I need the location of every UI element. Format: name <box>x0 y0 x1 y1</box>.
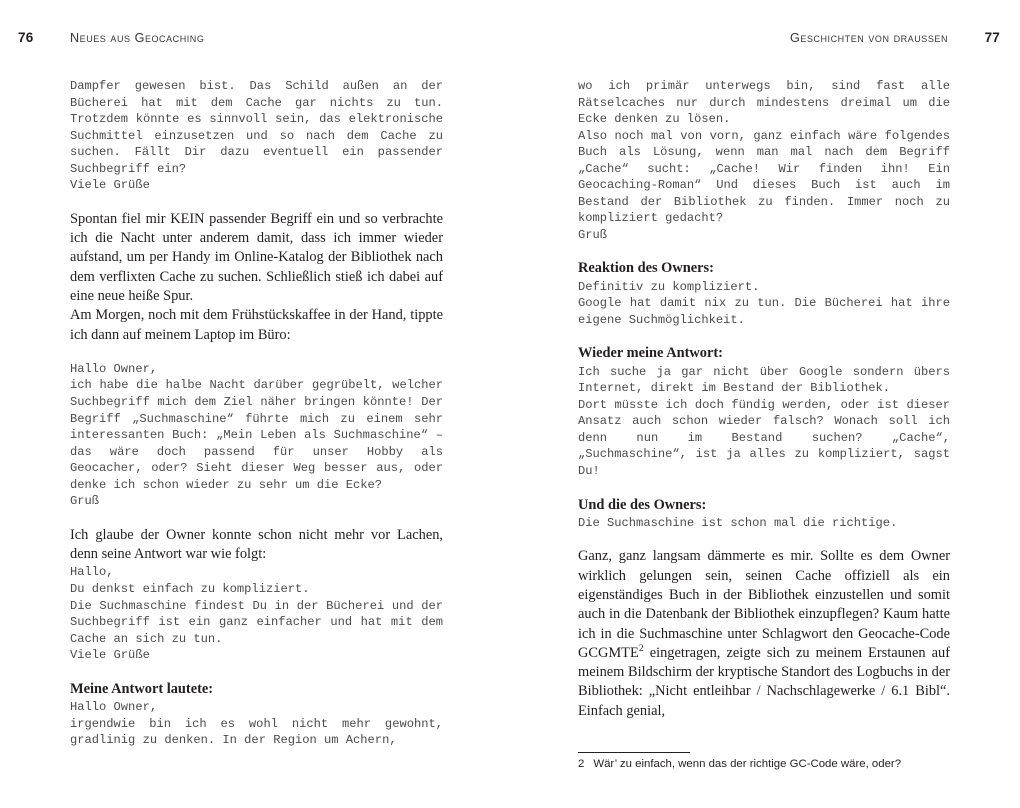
paragraph-gap <box>578 480 950 496</box>
letter-greeting: Hallo Owner, <box>70 361 158 376</box>
running-title-left: Neues aus Geocaching <box>70 31 205 45</box>
letter-signoff: Gruß <box>70 494 100 509</box>
running-title-right: Geschichten von draussen <box>789 31 948 45</box>
paragraph-gap <box>70 345 443 361</box>
running-head <box>0 30 1020 52</box>
letter-paragraph: Ich suche ja gar nicht über Google sondern übers Internet, direkt im Bestand der Bibliothek. <box>578 364 958 396</box>
narrative-text-after-footnote: eingetragen, zeigte sich zu meinem Erstaunen auf meinem Bildschirm der kryptische Standort des Logbuchs in der Bibliothek: „Nicht entleihbar / Nachschlagewerke / 6.1 Bibl“. Einfach genial, <box>578 644 950 719</box>
footnote-area <box>578 752 950 771</box>
letter-line: Du denkst einfach zu kompliziert. <box>70 581 310 596</box>
footnote-body: Wär’ zu einfach, wenn das der richtige GC-Code wäre, oder? <box>593 758 902 770</box>
paragraph-gap <box>70 510 443 526</box>
section-lead-in: Und die des Owners: <box>578 496 707 513</box>
letter-paragraph: Dort müsste ich doch fündig werden, oder ist dieser Ansatz auch schon wieder falsch? Wonach soll ich denn nun im Bestand suchen? „Cache“, „Suchmaschine“, ist ja alles zu kompliziert, sagst Du! <box>578 397 958 478</box>
section-lead-in: Wieder meine Antwort: <box>578 345 723 362</box>
paragraph-gap <box>578 531 950 547</box>
letter-greeting: Hallo, <box>70 565 114 580</box>
paragraph-gap <box>578 243 950 259</box>
page-number-right: 77 <box>984 30 1000 45</box>
letter-paragraph: wo ich primär unterwegs bin, sind fast alle Rätselcaches nur durch mindestens dreimal um die Ecke denken zu lösen. <box>578 79 958 127</box>
footnote-separator-rule <box>578 752 690 753</box>
footnote-entry <box>578 757 950 771</box>
footnote-reference-marker[interactable]: 2 <box>638 643 644 655</box>
narrative-paragraph: Spontan fiel mir KEIN passender Begriff ein und so verbrachte ich die Nacht unter anderem damit, dass ich immer wieder aufstand, um per Handy im Online-Katalog der Bibliothek nach dem verflixten Cache zu suchen. Schließlich stieß ich dabei auf eine neue heiße Spur. <box>70 210 443 305</box>
letter-signoff: Viele Grüße <box>70 178 150 193</box>
letter-line: Die Suchmaschine ist schon mal die richtige. <box>578 515 898 530</box>
paragraph-gap <box>578 328 950 344</box>
section-lead-in: Meine Antwort lautete: <box>70 680 214 697</box>
letter-paragraph: Dampfer gewesen bist. Das Schild außen an der Bücherei hat mit dem Cache gar nichts zu tun. Trotzdem könnte es sinnvoll sein, das elektronische Suchmittel einzusetzen und so nach dem Cache zu suchen. Fällt Dir dazu eventuell ein passender Suchbegriff ein? <box>70 79 451 176</box>
footnote-number: 2 <box>578 758 585 770</box>
section-lead-in: Reaktion des Owners: <box>578 260 714 277</box>
paragraph-gap <box>70 664 443 680</box>
letter-line: Definitiv zu kompliziert. <box>578 279 760 294</box>
letter-paragraph: Google hat damit nix zu tun. Die Bücherei hat ihre eigene Suchmöglichkeit. <box>578 296 958 327</box>
narrative-paragraph: Am Morgen, noch mit dem Frühstückskaffee in der Hand, tippte ich dann auf meinem Laptop im Büro: <box>70 307 443 343</box>
text-column-left <box>70 78 451 749</box>
letter-paragraph: Also noch mal von vorn, ganz einfach wäre folgendes Buch als Lösung, wenn man mal nach dem Begriff „Cache“ sucht: „Cache! Wir finden ihn! Ein Geocaching-Roman“ Und dieses Buch ist auch im Bestand der Bibliothek zu finden. Immer noch zu kompliziert gedacht? <box>578 128 958 226</box>
narrative-paragraph-final <box>578 547 950 721</box>
letter-signoff: Gruß <box>578 227 608 242</box>
paragraph-gap <box>70 194 443 210</box>
page-number-left: 76 <box>18 30 34 45</box>
letter-paragraph: Die Suchmaschine findest Du in der Bücherei und der Suchbegriff ist ein ganz einfacher und hat mit dem Cache an sich zu tun. <box>70 598 451 646</box>
letter-greeting: Hallo Owner, <box>70 700 158 714</box>
letter-signoff: Viele Grüße <box>70 648 150 663</box>
letter-paragraph: irgendwie bin ich es wohl nicht mehr gewohnt, gradlinig zu denken. In der Region um Achern, <box>70 716 451 748</box>
letter-paragraph: ich habe die halbe Nacht darüber gegrübelt, welcher Suchbegriff mich dem Ziel näher bringen könnte! Der Begriff „Suchmaschine“ führte mich zu einem sehr interessanten Buch: „Mein Leben als Suchmaschine“ – das wäre doch passend für unser Hobby als Geocacher, oder? Sieht dieser Weg besser aus, oder denke ich schon wieder zu sehr um die Ecke? <box>70 378 451 492</box>
narrative-paragraph: Ich glaube der Owner konnte schon nicht mehr vor Lachen, denn seine Antwort war wie folgt: <box>70 526 443 563</box>
narrative-text-before-footnote: Ganz, ganz langsam dämmerte es mir. Sollte es dem Owner wirklich gelungen sein, seinen Cache offiziell als ein eigenständiges Buch in der Bibliothek einzustellen und somit auch in die Datenbank der Bibliothek einzupflegen? Kaum hatte ich in die Suchmaschine unter Schlagwort den Geocache-Code GCGMTE <box>578 548 950 661</box>
text-column-right <box>578 78 958 721</box>
